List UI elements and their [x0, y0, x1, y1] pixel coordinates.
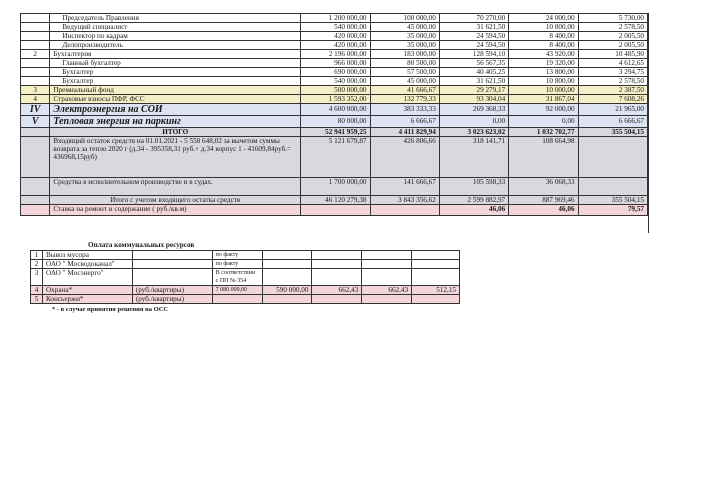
cell-value-4: [412, 260, 460, 269]
cell-annual: 4 600 000,00: [301, 104, 370, 116]
row-name: Тепловая энергия на паркинг: [50, 116, 301, 128]
cell-annual: 5 121 679,87: [301, 137, 370, 178]
cell-col3: 31 621,50: [439, 77, 508, 86]
row-number: [21, 128, 50, 137]
row-name: ОАО " Мосводоканал": [42, 260, 132, 269]
row-insurance: [21, 95, 648, 104]
cell-basis: 7 080 000,00: [212, 286, 262, 295]
cell-col3: 128 594,10: [439, 50, 508, 59]
cell-basis: по факту: [212, 251, 262, 260]
row-name: Охрана*: [42, 286, 132, 295]
cell-monthly: 132 779,33: [370, 95, 439, 104]
row-total-adjusted: [21, 196, 648, 205]
cell-value-1: [262, 251, 312, 260]
cell-col5: 3 294,75: [578, 68, 647, 77]
row-name: Премиальный фонд: [50, 86, 301, 95]
cell-col5: [578, 137, 647, 178]
row-total: [21, 128, 648, 137]
row-number: IV: [21, 104, 50, 116]
row-name: Главный бухгалтер: [50, 59, 301, 68]
row-name: Ведущий специалист: [50, 23, 301, 32]
cell-monthly: 41 666,67: [370, 86, 439, 95]
row-number: [21, 41, 50, 50]
row-name: ОАО " Мосэнерго": [42, 269, 132, 286]
cell-monthly: 35 000,00: [370, 41, 439, 50]
cell-annual: [301, 205, 370, 216]
row-name: Делопроизводитель: [50, 41, 301, 50]
cell-col3: 2 599 882,97: [439, 196, 508, 205]
cell-col5: 2 005,50: [578, 32, 647, 41]
cell-basis: по факту: [212, 260, 262, 269]
row-number: 3: [31, 269, 43, 286]
cell-col3: 40 405,25: [439, 68, 508, 77]
row-name: Средства в исполнительном производстве и в судах.: [50, 178, 301, 196]
cell-col4: 10 000,00: [509, 86, 578, 95]
cell-col3: 46,06: [439, 205, 508, 216]
cell-annual: 420 000,00: [301, 32, 370, 41]
row-name: ИТОГО: [50, 128, 301, 137]
row-unit: (руб./квартиры): [132, 295, 212, 304]
cell-monthly: 3 843 356,62: [370, 196, 439, 205]
row-number: 4: [31, 286, 43, 295]
cell-value-4: [412, 295, 460, 304]
cell-col5: 355 504,15: [578, 128, 647, 137]
row-number: 5: [31, 295, 43, 304]
row-number: [21, 68, 50, 77]
row-name: Входящий остаток средств на 01.01.2021 - 5 558 648,02 за вычетом суммы возврата за тепло 2020 г (д.34 - 395358,31 руб.+ д.34 корпус 1 - 41609,84руб.= 436968,15руб): [50, 137, 301, 178]
cell-col3: 318 141,71: [439, 137, 508, 178]
row-number: 2: [21, 50, 50, 59]
cell-col4: 24 000,00: [509, 14, 578, 23]
cell-col5: [578, 178, 647, 196]
utility-row: [31, 295, 460, 304]
row-enforcement: [21, 178, 648, 196]
cell-annual: 420 000,00: [301, 41, 370, 50]
row-name: Бухгалтер: [50, 77, 301, 86]
cell-col4: 36 068,33: [509, 178, 578, 196]
cell-value-3: [362, 269, 412, 286]
cell-value-2: [312, 251, 362, 260]
cell-basis: В соответствии с ПП № 354: [212, 269, 262, 286]
row-rate: [21, 205, 648, 216]
cell-col4: 31 867,04: [509, 95, 578, 104]
cell-col4: 108 664,98: [509, 137, 578, 178]
budget-row: [21, 59, 648, 68]
cell-monthly: 80 500,00: [370, 59, 439, 68]
cell-col4: 0,00: [509, 116, 578, 128]
cell-monthly: 45 000,00: [370, 77, 439, 86]
utility-body: [31, 251, 460, 304]
cell-col4: 10 800,00: [509, 23, 578, 32]
budget-row: [21, 68, 648, 77]
row-number: [21, 196, 50, 205]
budget-row: [21, 77, 648, 86]
cell-col4: 92 000,00: [509, 104, 578, 116]
row-number: 4: [21, 95, 50, 104]
cell-col4: 46,06: [509, 205, 578, 216]
cell-col4: 13 800,00: [509, 68, 578, 77]
cell-col4: 1 032 702,77: [509, 128, 578, 137]
cell-col4: 8 400,00: [509, 32, 578, 41]
cell-col5: 2 578,50: [578, 23, 647, 32]
row-name: Бухгалтерия: [50, 50, 301, 59]
cell-col5: 79,57: [578, 205, 647, 216]
cell-col3: 29 279,17: [439, 86, 508, 95]
cell-value-2: [312, 269, 362, 286]
utility-row: [31, 260, 460, 269]
cell-col5: 2 578,50: [578, 77, 647, 86]
cell-value-3: [362, 295, 412, 304]
cell-monthly: 383 333,33: [370, 104, 439, 116]
row-number: [21, 77, 50, 86]
row-name: Итого с учетом входящего остатка средств: [50, 196, 301, 205]
cell-annual: 2 196 000,00: [301, 50, 370, 59]
cell-col4: 887 969,46: [509, 196, 578, 205]
cell-monthly: 45 000,00: [370, 23, 439, 32]
cell-monthly: 35 000,00: [370, 32, 439, 41]
row-name: Вывоз мусора: [42, 251, 132, 260]
cell-monthly: 100 000,00: [370, 14, 439, 23]
row-number: [21, 178, 50, 196]
cell-annual: 46 120 279,38: [301, 196, 370, 205]
budget-row: [21, 41, 648, 50]
utility-row: [31, 269, 460, 286]
cell-value-4: [412, 251, 460, 260]
row-name: Бухгалтер: [50, 68, 301, 77]
cell-value-3: [362, 251, 412, 260]
row-name: Электроэнергия на СОИ: [50, 104, 301, 116]
budget-row: [21, 23, 648, 32]
cell-annual: 966 000,00: [301, 59, 370, 68]
cell-annual: 1 593 352,00: [301, 95, 370, 104]
cell-col4: 10 800,00: [509, 77, 578, 86]
cell-monthly: 426 806,66: [370, 137, 439, 178]
row-unit: [132, 251, 212, 260]
row-number: [21, 205, 50, 216]
cell-col3: 24 594,50: [439, 32, 508, 41]
row-name: Председатель Правления: [50, 14, 301, 23]
row-number: 1: [31, 251, 43, 260]
row-unit: [132, 269, 212, 286]
cell-annual: 500 000,00: [301, 86, 370, 95]
budget-body: [21, 14, 648, 86]
cell-value-2: [312, 260, 362, 269]
cell-col4: 8 400,00: [509, 41, 578, 50]
row-opening-balance: [21, 137, 648, 178]
cell-col3: 56 567,35: [439, 59, 508, 68]
utility-table: [30, 250, 460, 304]
cell-col3: 31 621,50: [439, 23, 508, 32]
cell-annual: 1 700 000,00: [301, 178, 370, 196]
row-number: 2: [31, 260, 43, 269]
cell-annual: 80 000,00: [301, 116, 370, 128]
row-number: [21, 59, 50, 68]
cell-monthly: 4 411 829,94: [370, 128, 439, 137]
cell-col5: 21 965,00: [578, 104, 647, 116]
budget-table: [20, 13, 648, 216]
row-name: Инспектор по кадрам: [50, 32, 301, 41]
row-number: [21, 137, 50, 178]
cell-value-1: [262, 295, 312, 304]
cell-col5: 10 485,90: [578, 50, 647, 59]
row-name: Страховые взносы ПФР, ФСС: [50, 95, 301, 104]
row-name: Ставка на ремонт и содержание ( руб./кв.м): [50, 205, 301, 216]
cell-monthly: 141 666,67: [370, 178, 439, 196]
row-electricity: [21, 104, 648, 116]
row-heat-parking: [21, 116, 648, 128]
cell-annual: 1 200 000,00: [301, 14, 370, 23]
cell-value-4: [412, 269, 460, 286]
cell-value-2: 662,43: [312, 286, 362, 295]
budget-row: [21, 14, 648, 23]
row-number: [21, 23, 50, 32]
cell-value-2: [312, 295, 362, 304]
cell-annual: 690 000,00: [301, 68, 370, 77]
cell-monthly: 6 666,67: [370, 116, 439, 128]
cell-monthly: 57 500,00: [370, 68, 439, 77]
cell-value-3: [362, 260, 412, 269]
budget-summary: [21, 86, 648, 216]
cell-annual: 52 941 959,25: [301, 128, 370, 137]
cell-col5: 2 005,50: [578, 41, 647, 50]
row-unit: [132, 260, 212, 269]
cell-value-1: 590 000,00: [262, 286, 312, 295]
cell-col5: 2 387,50: [578, 86, 647, 95]
utility-footnote: * - в случае принятия решения на ОСС: [52, 306, 169, 313]
cell-monthly: 183 000,00: [370, 50, 439, 59]
cell-col5: 355 504,15: [578, 196, 647, 205]
cell-col5: 4 612,65: [578, 59, 647, 68]
budget-row: [21, 50, 648, 59]
utility-section-title: Оплата коммунальных ресурсов: [88, 241, 195, 249]
cell-col5: 7 608,26: [578, 95, 647, 104]
cell-value-4: 512,15: [412, 286, 460, 295]
cell-col3: 70 270,00: [439, 14, 508, 23]
cell-col3: 269 368,33: [439, 104, 508, 116]
cell-col3: 105 598,33: [439, 178, 508, 196]
cell-col5: 5 730,00: [578, 14, 647, 23]
cell-basis: [212, 295, 262, 304]
budget-row: [21, 32, 648, 41]
cell-value-3: 662,43: [362, 286, 412, 295]
row-number: [21, 32, 50, 41]
row-number: 3: [21, 86, 50, 95]
cell-annual: 540 000,00: [301, 23, 370, 32]
cell-col4: 43 920,00: [509, 50, 578, 59]
cell-col3: 93 304,04: [439, 95, 508, 104]
cell-col3: 0,00: [439, 116, 508, 128]
page-right-border: [648, 13, 649, 233]
cell-col3: 24 594,50: [439, 41, 508, 50]
cell-annual: 540 000,00: [301, 77, 370, 86]
row-bonus-fund: [21, 86, 648, 95]
row-unit: (руб./квартиры): [132, 286, 212, 295]
cell-col5: 6 666,67: [578, 116, 647, 128]
row-name: Консьержи*: [42, 295, 132, 304]
cell-col3: 3 023 623,02: [439, 128, 508, 137]
utility-row: [31, 286, 460, 295]
cell-value-1: [262, 269, 312, 286]
cell-col4: 19 320,00: [509, 59, 578, 68]
row-number: [21, 14, 50, 23]
utility-row: [31, 251, 460, 260]
row-number: V: [21, 116, 50, 128]
cell-monthly: [370, 205, 439, 216]
cell-value-1: [262, 260, 312, 269]
